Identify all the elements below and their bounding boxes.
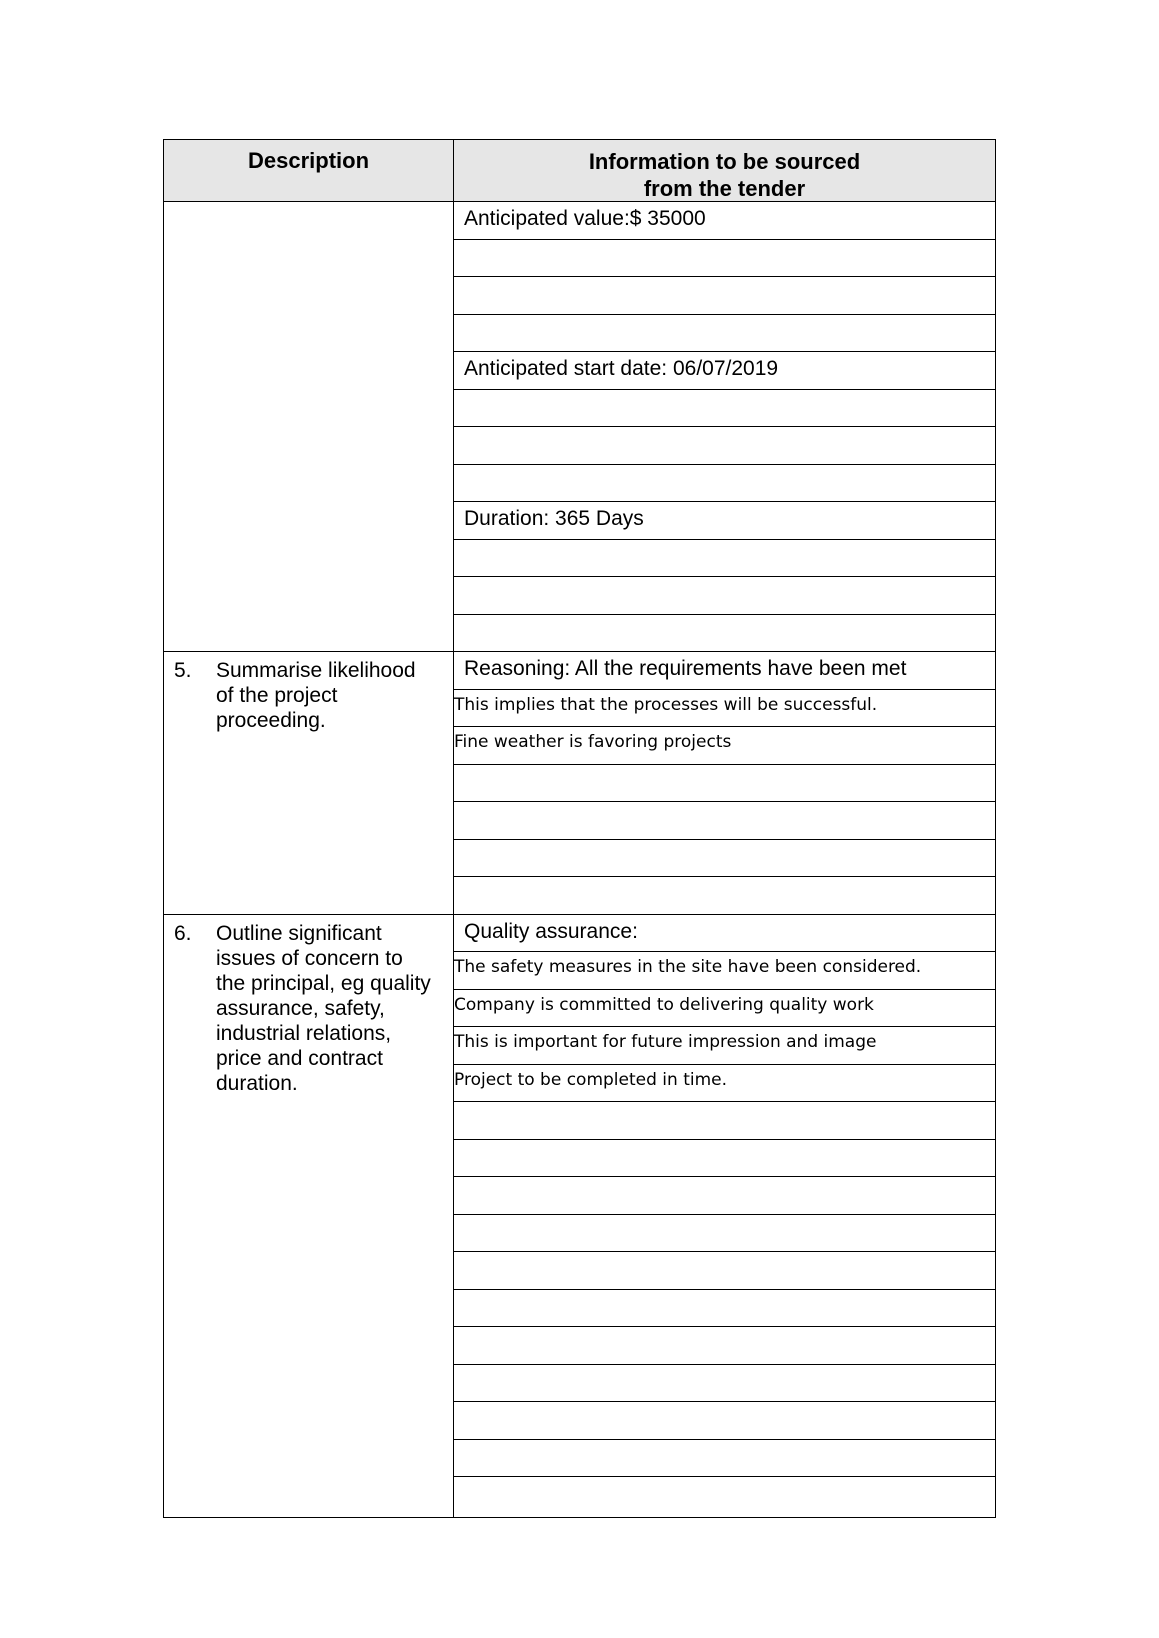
row-divider	[454, 1401, 995, 1402]
row-divider	[454, 389, 995, 390]
row-divider	[454, 576, 995, 577]
info-row	[454, 277, 995, 314]
info-row	[454, 840, 995, 877]
row-divider	[454, 614, 995, 615]
row-divider	[454, 1326, 995, 1327]
row-divider	[454, 539, 995, 540]
row-divider	[454, 351, 995, 352]
info-row	[454, 1440, 995, 1477]
row-divider	[454, 1289, 995, 1290]
row-divider	[454, 1064, 995, 1065]
section-5-line: proceeding.	[216, 709, 326, 732]
info-row	[454, 615, 995, 652]
info-row	[454, 1140, 995, 1177]
info-row: The safety measures in the site have been considered.	[454, 957, 922, 977]
info-row	[454, 1402, 995, 1439]
info-row: Quality assurance:	[464, 920, 638, 943]
info-row	[454, 802, 995, 839]
info-row	[454, 240, 995, 277]
row-divider	[454, 1476, 995, 1477]
info-row	[454, 465, 995, 502]
row-divider	[454, 726, 995, 727]
section-6-line: the principal, eg quality	[216, 972, 431, 995]
row-divider	[454, 1439, 995, 1440]
section-6-text	[216, 921, 444, 1096]
section-6-line: industrial relations,	[216, 1022, 392, 1045]
info-row	[454, 877, 995, 914]
row-divider	[454, 989, 995, 990]
section-6-line: price and contract	[216, 1047, 383, 1070]
section-divider	[164, 651, 995, 652]
info-row: Company is committed to delivering quality work	[454, 995, 874, 1015]
info-row	[454, 540, 995, 577]
info-row: Anticipated value:$ 35000	[464, 207, 706, 230]
info-row	[454, 1365, 995, 1402]
table-header	[164, 140, 995, 202]
row-divider	[454, 1101, 995, 1102]
header-description: Description	[247, 148, 370, 173]
info-row: Reasoning: All the requirements have been met	[464, 657, 907, 680]
info-row: This is important for future impression and image	[454, 1032, 877, 1052]
info-row	[454, 577, 995, 614]
tender-info-table	[163, 139, 996, 1518]
row-divider	[454, 801, 995, 802]
row-divider	[454, 876, 995, 877]
section-divider	[164, 914, 995, 915]
info-row: This implies that the processes will be successful.	[454, 695, 878, 715]
row-divider	[454, 1139, 995, 1140]
row-divider	[454, 1214, 995, 1215]
row-divider	[454, 951, 995, 952]
row-divider	[454, 464, 995, 465]
info-row	[454, 1327, 995, 1364]
header-information	[454, 148, 995, 202]
section-6-number: 6.	[174, 922, 192, 945]
section-6-line: duration.	[216, 1072, 298, 1095]
section-5-line: Summarise likelihood	[216, 659, 416, 682]
row-divider	[454, 426, 995, 427]
info-row	[454, 1215, 995, 1252]
info-row	[454, 1477, 995, 1514]
row-divider	[454, 239, 995, 240]
info-row: Anticipated start date: 06/07/2019	[464, 357, 779, 380]
row-divider	[454, 1176, 995, 1177]
info-row	[454, 315, 995, 352]
section-6-line: issues of concern to	[216, 947, 403, 970]
section-5-text	[216, 658, 444, 733]
info-row	[454, 390, 995, 427]
section-6-line: Outline significant	[216, 922, 382, 945]
row-divider	[454, 1026, 995, 1027]
row-divider	[454, 689, 995, 690]
section-5-number: 5.	[174, 659, 192, 682]
row-divider	[454, 1364, 995, 1365]
info-row	[454, 1252, 995, 1289]
info-row: Project to be completed in time.	[454, 1070, 728, 1090]
row-divider	[454, 314, 995, 315]
info-row	[454, 427, 995, 464]
info-row	[454, 1102, 995, 1139]
row-divider	[454, 839, 995, 840]
section-5-line: of the project	[216, 684, 338, 707]
info-row	[454, 1177, 995, 1214]
info-row: Fine weather is favoring projects	[454, 732, 732, 752]
header-information-line2: from the tender	[643, 176, 806, 201]
row-divider	[454, 764, 995, 765]
info-row: Duration: 365 Days	[464, 507, 644, 530]
info-row	[454, 765, 995, 802]
header-information-line1: Information to be sourced	[588, 149, 861, 174]
section-6-line: assurance, safety,	[216, 997, 385, 1020]
row-divider	[454, 276, 995, 277]
info-row	[454, 1290, 995, 1327]
row-divider	[454, 1251, 995, 1252]
row-divider	[454, 501, 995, 502]
